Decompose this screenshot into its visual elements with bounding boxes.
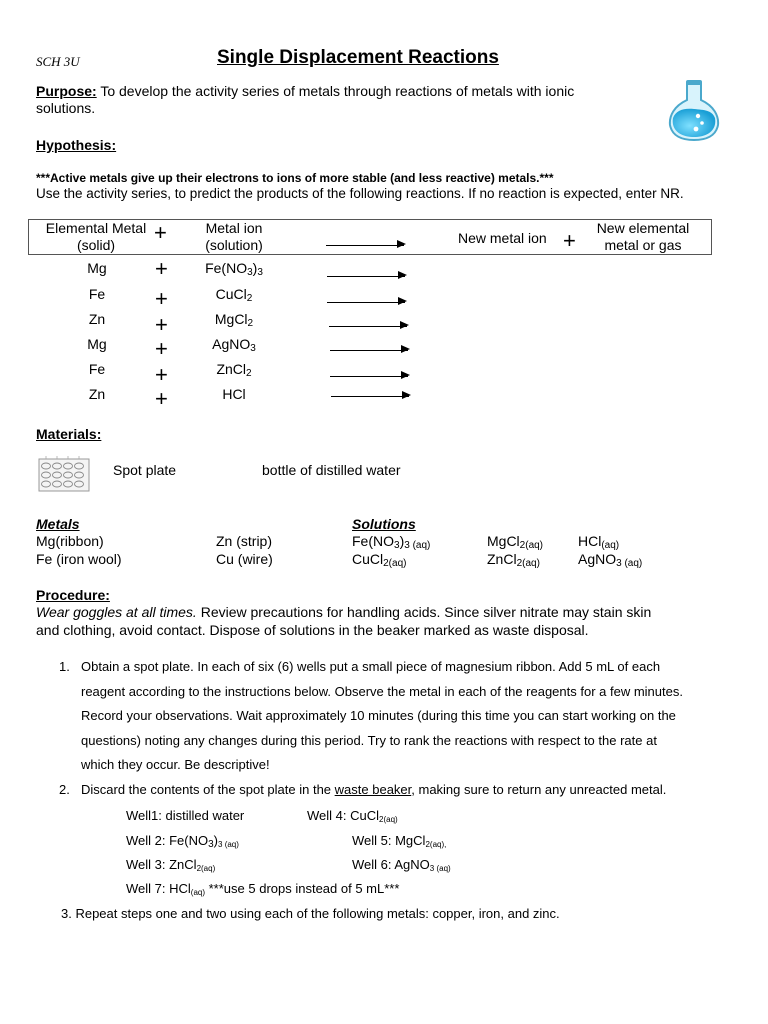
row-metal-ion <box>196 311 272 327</box>
page-title: Single Displacement Reactions <box>217 47 499 68</box>
metal-item: Cu (wire) <box>216 551 273 567</box>
col-metal-ion-line2: (solution) <box>205 237 263 253</box>
sub: 3 (aq) <box>616 558 643 569</box>
text: Well 2: Fe(NO <box>126 833 209 848</box>
solution-hcl <box>578 533 619 549</box>
text: Well 7: HCl <box>126 881 191 896</box>
solution-fe-nitrate <box>352 533 430 549</box>
solution-agno3 <box>578 551 642 567</box>
row-arrow <box>330 350 408 351</box>
row-plus: + <box>155 256 168 281</box>
row-metal-ion <box>196 286 272 302</box>
row-arrow <box>331 396 409 397</box>
step-2-text <box>81 782 666 797</box>
header-arrow <box>326 245 404 246</box>
row-metal: Fe <box>88 286 106 302</box>
sub: 2 <box>247 318 254 329</box>
row-metal-ion <box>196 260 272 276</box>
sub: 2 <box>246 368 252 379</box>
col-new-element <box>584 220 702 254</box>
step-1-line: Obtain a spot plate. In each of six (6) wells put a small piece of magnesium ribbon. Add 5 mL of each <box>81 659 661 674</box>
spot-plate-icon <box>38 456 90 492</box>
row-metal-ion <box>196 336 272 352</box>
text: MgCl <box>487 533 520 549</box>
material-spot-plate: Spot plate <box>113 462 177 478</box>
sub: 2(aq), <box>425 840 447 849</box>
sub: 2(aq) <box>519 540 544 551</box>
row-plus: + <box>155 362 168 387</box>
sub: 2 <box>246 293 253 304</box>
waste-beaker-text: waste beaker <box>334 782 412 797</box>
well-5 <box>352 833 446 848</box>
step-1-line: questions) noting any changes during this period. Try to rank the reactions with respect to the rate at <box>81 733 657 748</box>
row-metal: Mg <box>87 260 107 276</box>
sub: 3 (aq) <box>404 540 431 551</box>
col-elemental-metal <box>40 220 152 254</box>
col-new-metal-ion: New metal ion <box>458 230 547 246</box>
text: AgNO <box>578 551 617 567</box>
well-7 <box>126 881 399 896</box>
step-1-line: which they occur. Be descriptive! <box>81 757 270 772</box>
course-code: SCH 3U <box>36 54 80 69</box>
col-elemental-metal-line1: Elemental Metal <box>45 220 147 236</box>
row-arrow <box>327 302 405 303</box>
text: ***use 5 drops instead of 5 mL*** <box>205 881 400 896</box>
well-1: Well1: distilled water <box>126 808 245 823</box>
step-2-number: 2. <box>59 782 70 797</box>
text: Fe(NO <box>352 533 394 549</box>
text: ) <box>252 260 258 276</box>
sub: 2(aq) <box>196 864 216 873</box>
purpose-line-2: solutions. <box>36 100 96 116</box>
text: CuCl <box>352 551 384 567</box>
step-1-number: 1. <box>59 659 70 674</box>
row-arrow <box>327 276 405 277</box>
col-new-element-line1: New elemental <box>596 220 690 236</box>
solution-mgcl2 <box>487 533 543 549</box>
text: Fe(NO <box>205 260 248 276</box>
material-water: bottle of distilled water <box>262 462 401 478</box>
text: Discard the contents of the spot plate in the <box>81 782 335 797</box>
step-3: 3. Repeat steps one and two using each of the following metals: copper, iron, and zinc. <box>61 906 560 921</box>
text: AgNO <box>212 336 251 352</box>
metal-item: Fe (iron wool) <box>36 551 122 567</box>
text: Well 3: ZnCl <box>126 857 197 872</box>
sub: 3 (aq) <box>429 864 451 873</box>
metal-item: Zn (strip) <box>216 533 272 549</box>
text: HCl <box>578 533 602 549</box>
metal-item: Mg(ribbon) <box>36 533 104 549</box>
sub: 3 <box>394 540 400 551</box>
purpose-text: To develop the activity series of metals through reactions of metals with ionic <box>96 83 575 99</box>
sub: (aq) <box>601 540 620 551</box>
row-plus: + <box>155 386 168 411</box>
row-plus: + <box>155 286 168 311</box>
sub: 2(aq) <box>516 558 540 569</box>
flask-icon <box>666 78 722 142</box>
well-2 <box>126 833 239 848</box>
solutions-label: Solutions <box>352 516 416 532</box>
text: Well 5: MgCl <box>352 833 426 848</box>
text: , making sure to return any unreacted metal. <box>411 782 667 797</box>
solution-zncl2 <box>487 551 540 567</box>
text: MgCl <box>214 311 248 327</box>
solution-cucl2 <box>352 551 406 567</box>
purpose-line-1 <box>36 83 574 99</box>
text: HCl <box>222 386 246 402</box>
row-metal: Zn <box>88 386 106 402</box>
sub: 3 (aq) <box>218 840 239 849</box>
procedure-intro-2: and clothing, avoid contact. Dispose of solutions in the beaker marked as waste disposal. <box>36 622 589 638</box>
text: ) <box>213 833 219 848</box>
row-arrow <box>329 326 407 327</box>
sub: 3 <box>208 839 214 850</box>
row-metal: Mg <box>87 336 107 352</box>
well-6 <box>352 857 451 872</box>
hypothesis-statement: ***Active metals give up their electrons to ions of more stable (and less reactive) metals.*** <box>36 171 554 185</box>
row-metal: Zn <box>88 311 106 327</box>
sub: 3 <box>250 343 256 354</box>
row-arrow <box>330 376 408 377</box>
row-metal: Fe <box>88 361 106 377</box>
header-plus-1: + <box>154 220 167 245</box>
sub: 2(aq) <box>383 558 407 569</box>
sub: 3 <box>257 267 263 278</box>
header-plus-2: + <box>563 228 576 253</box>
row-metal-ion <box>196 361 272 377</box>
text: Well 4: CuCl <box>307 808 380 823</box>
materials-label: Materials: <box>36 426 102 442</box>
well-3 <box>126 857 215 872</box>
col-elemental-metal-line2: (solid) <box>76 237 116 253</box>
sub: 2(aq) <box>379 815 398 824</box>
hypothesis-instruction: Use the activity series, to predict the products of the following reactions. If no reaction is expected, enter NR. <box>36 186 684 201</box>
col-metal-ion <box>196 220 272 254</box>
text: ZnCl <box>216 361 246 377</box>
procedure-intro-1 <box>36 604 651 620</box>
row-metal-ion <box>196 386 272 402</box>
text: ZnCl <box>487 551 517 567</box>
text: ) <box>399 533 405 549</box>
procedure-label: Procedure: <box>36 587 110 603</box>
well-4 <box>307 808 398 823</box>
metals-label: Metals <box>36 516 80 532</box>
sub: 3 <box>247 267 253 278</box>
text: Well 6: AgNO <box>352 857 430 872</box>
text: Review precautions for handling acids. Since silver nitrate may stain skin <box>196 604 652 620</box>
row-plus: + <box>155 312 168 337</box>
col-new-element-line2: metal or gas <box>604 237 682 253</box>
hypothesis-label: Hypothesis: <box>36 137 117 153</box>
row-plus: + <box>155 336 168 361</box>
col-metal-ion-line1: Metal ion <box>205 220 263 236</box>
purpose-label: Purpose: <box>36 83 97 99</box>
sub: (aq) <box>190 888 206 897</box>
text: CuCl <box>215 286 247 302</box>
step-1-line: reagent according to the instructions below. Observe the metal in each of the reagents for a few minutes. <box>81 684 683 699</box>
step-1-line: Record your observations. Wait approximately 10 minutes (during this time you can start working on the <box>81 708 676 723</box>
goggles-warning: Wear goggles at all times. <box>36 604 197 620</box>
